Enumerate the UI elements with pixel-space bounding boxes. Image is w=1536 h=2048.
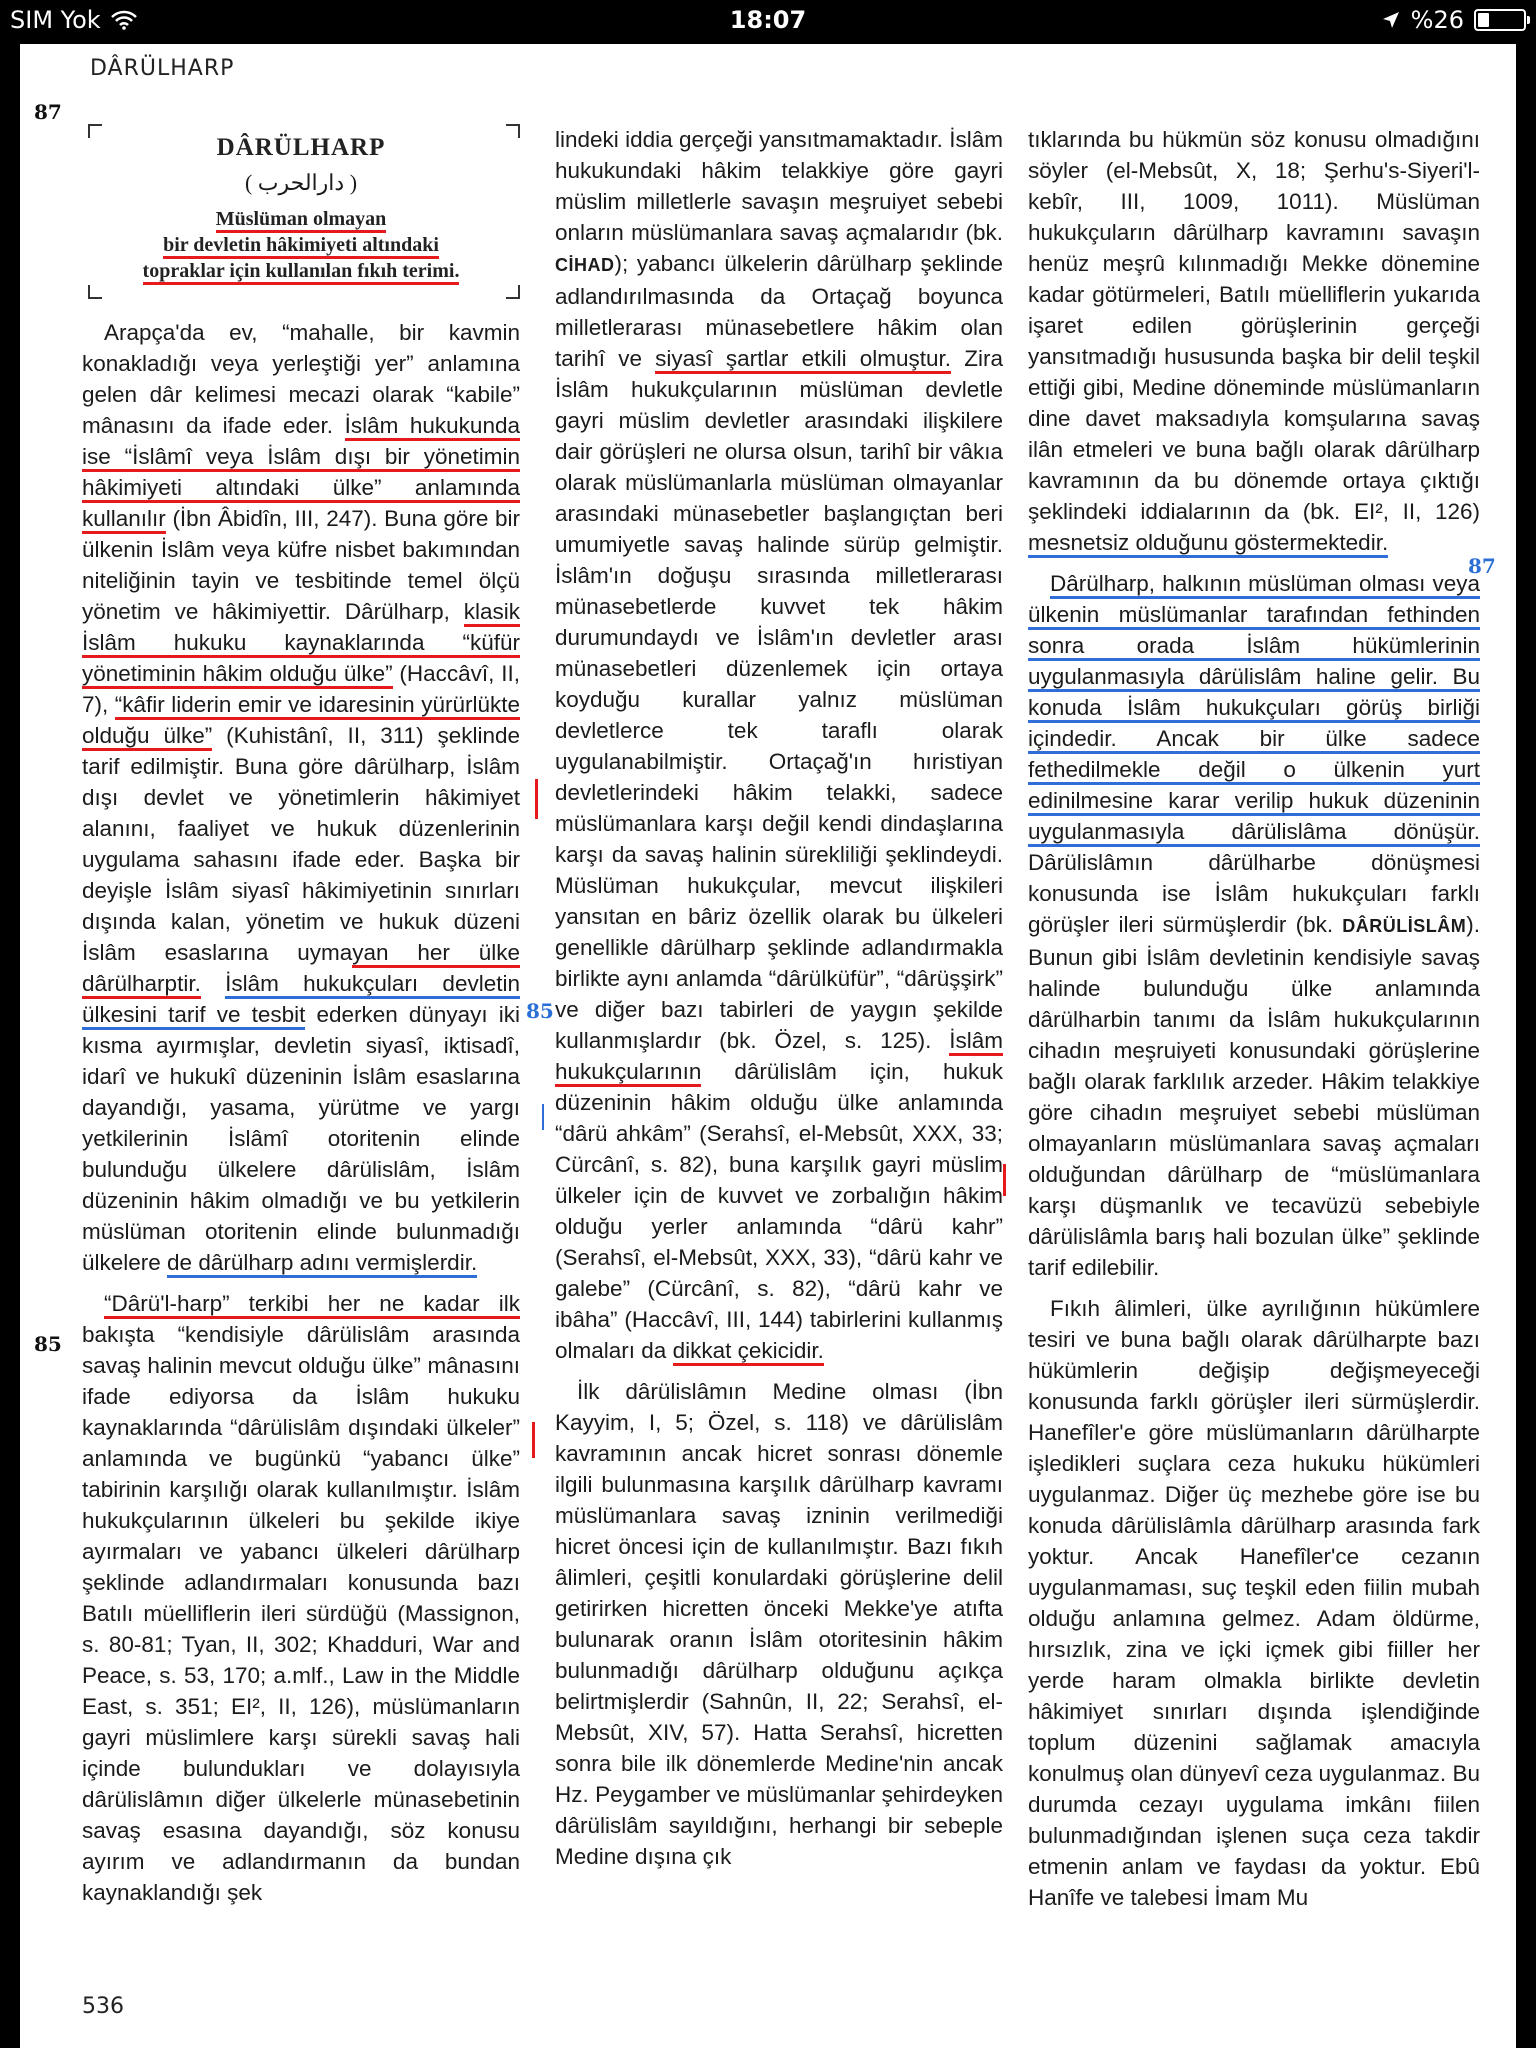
- annotation-mark: [542, 1104, 544, 1130]
- document-page[interactable]: [20, 44, 1516, 2048]
- entry-header: [82, 124, 520, 299]
- carrier-label: SIM Yok: [10, 6, 101, 34]
- column-3: [1028, 124, 1480, 1923]
- battery-percent: %26: [1410, 6, 1464, 34]
- margin-note: 87: [1468, 554, 1496, 578]
- battery-fill: [1478, 13, 1489, 27]
- page-number: 536: [82, 1994, 124, 2019]
- entry-arabic-title: ( دارالحرب ): [244, 170, 358, 195]
- paragraph: lindeki iddia gerçeği yansıtmamaktadır. İslâm hukukundaki hâkim telakkiye göre gayri müslim milletlerle savaşın meşruiyet sebebi onların müslümanlara savaş açmalarıdır (bk. CİHAD); yabancı ülkelerin dârülharp şeklinde adlandırılmasında da Ortaçağ boyunca milletlerarası münasebetlere hâkim olan tarihî ve siyasî şartlar etkili olmuştur. Zira İslâm hukukçularının müslüman devletle gayri müslim devletler arasındaki ilişkilere dair görüşleri ne olursa olsun, tarihî bir vâkıa olarak müslümanlarla müslüman olmayanlar arasındaki münasebetler başlangıçtan beri umumiyetle savaş halinde sürüp gelmiştir. İslâm'ın doğuşu sırasında milletlerarası münasebetlerde kuvvet tek hâkim durumundaydı ve İslâm'ın devletler arası münasebetleri düzenlemek için ortaya koyduğu kurallar yalnız müslüman devletlerce tek taraflı olarak uygulanabilmiştir. Ortaçağ'ın hıristiyan devletlerindeki hâkim telakki, sadece müslümanlara karşı değil kendi dindaşlarına karşı da savaş halinin sürekliliği şeklindeydi. Müslüman hukukçular, mevcut ilişkileri yansıtan en bâriz özellik olarak bu ülkeleri genellikle dârülharp şeklinde adlandırmakla birlikte aynı anlamda “dârülküfür”, “dârüşşirk” ve diğer bazı tabirleri de yaygın şekilde kullanmışlardır (bk. Özel, s. 125). İslâm hukukçularının dârülislâm için, hukuk düzeninin hâkim olduğu ülke anlamında “dârü ahkâm” (Serahsî, el-Mebsût, XXX, 33; Cürcânî, s. 82), buna karşılık gayri müslim ülkeler için de kuvvet ve zorbalığın hâkim olduğu yerler anlamında “dârü kahr” (Serahsî, el-Mebsût, XXX, 33), “dârü kahr ve galebe” (Cürcânî, s. 82), “dârü kahr ve ibâha” (Haccâvî, III, 144) tabirlerini kullanmış olmaları da dikkat çekicidir.: [555, 124, 1003, 1366]
- location-arrow-icon: [1381, 10, 1401, 30]
- entry-definition: Müslüman olmayan bir devletin hâkimiyeti altındaki topraklar için kullanılan fıkıh terimi.: [82, 206, 520, 284]
- annotation-mark: [535, 779, 538, 819]
- paragraph: “Dârü'l-harp” terkibi her ne kadar ilk bakışta “kendisiyle dârülislâm arasında savaş halinin mevcut olduğu ülke” mânasını ifade ediyorsa da İslâm hukuku kaynaklarında “dârülislâm dışındaki ülkeler” anlamında ve bugünkü “yabancı ülke” tabirinin karşılığı olarak kullanılmıştır. İslâm hukukçularının ülkeleri bu şekilde ikiye ayırmaları ve yabancı ülkeleri dârülharp şeklinde adlandırmaları konusunda bazı Batılı müelliflerin ileri sürdüğü (Massignon, s. 80-81; Tyan, II, 302; Khadduri, War and Peace, s. 53, 170; a.mlf., Law in the Middle East, s. 351; EI², II, 126), müslümanların gayri müslimlere karşı sürekli savaş hali içinde bulundukları ve dolayısıyla dârülislâmın diğer ülkelerle münasebetinin savaş esasına dayandığı, söz konusu ayırım ve adlandırmanın da bundan kaynaklandığı şek: [82, 1291, 520, 1905]
- annotation-mark: [532, 1422, 535, 1458]
- margin-note: 85: [526, 999, 554, 1023]
- margin-note: 87: [34, 100, 62, 124]
- battery-icon: [1474, 9, 1526, 31]
- column-1: [82, 124, 520, 1918]
- paragraph: tıklarında bu hükmün söz konusu olmadığını söyler (el-Mebsût, X, 18; Şerhu's-Siyeri'l-kebîr, III, 1009, 1011). Müslüman hukukçuların dârülharp kavramını savaşın henüz meşrû kılınmadığı Mekke dönemine kadar götürmeleri, Batılı müelliflerin yukarıda işaret edilen görüşlerinin gerçeği yansıtmadığı hususunda başka bir delil teşkil ettiği gibi, Medine döneminde müslümanların dine davet maksadıyla komşularına savaş ilân etmeleri ve buna bağlı olarak dârülharp kavramının da bu dönemde ortaya çıktığı şeklindeki iddialarının da (bk. EI², II, 126) mesnetsiz olduğunu göstermektedir.: [1028, 124, 1480, 558]
- column-2: [555, 124, 1003, 1882]
- paragraph: Dârülharp, halkının müslüman olması veya ülkenin müslümanlar tarafından fethinden sonra orada İslâm hükümlerinin uygulanmasıyla dârülislâm haline gelir. Bu konuda İslâm hukukçuları görüş birliği içindedir. Ancak bir ülke sadece fethedilmekle değil o ülkenin yurt edinilmesine karar verilip hukuk düzeninin uygulanmasıyla dârülislâma dönüşür. Dârülislâmın dârülharbe dönüşmesi konusunda ise İslâm hukukçuları farklı görüşler ileri sürmüşlerdir (bk. DÂRÜLİSLÂM). Bunun gibi İslâm devletinin kendisiyle savaş halinde bulunduğu ülke anlamında dârülharbin tanımı da İslâm hukukçularının cihadın meşruiyeti konusundaki görüşlerine bağlı olarak farklılık arzeder. Hâkim telakkiye göre cihadın meşruiyet sebebi müslüman olmayanların müslümanlara savaş açmaları olduğundan dârülharp de “müslümanlara karşı düşmanlık ve tecavüzü sebebiyle dârülislâmla barış hali bozulan ülke” şeklinde tarif edilebilir.: [1028, 571, 1480, 1280]
- running-head: DÂRÜLHARP: [90, 56, 235, 81]
- paragraph: Fıkıh âlimleri, ülke ayrılığının hükümlere tesiri ve buna bağlı olarak dârülharpte bazı hükümlerin değişip değişmeyeceği konusunda farklı görüşler ileri sürmüşlerdir. Hanefîler'e göre müslümanların dârülharpte işledikleri suçlara ceza hukuku hükümleri uygulanmaz. Diğer üç mezhebe göre ise bu konuda dârülislâmla dârülharp arasında fark yoktur. Ancak Hanefîler'ce cezanın uygulanmaması, suç teşkil eden fiilin mubah olduğu anlamına gelmez. Adam öldürme, hırsızlık, zina ve içki içmek gibi fiiller her yerde haram olmakla birlikte devletin hâkimiyet sınırları dışında işlendiğinde toplum düzenini sağlamak amacıyla konulmuş olan dünyevî ceza uygulanmaz. Bu durumda cezayı uygulama imkânı fiilen bulunmadığından işlenen suça ceza takdir etmenin anlam ve faydası da yoktur. Ebû Hanîfe ve talebesi İmam Mu: [1028, 1296, 1480, 1910]
- margin-note: 85: [34, 1332, 62, 1356]
- paragraph: İlk dârülislâmın Medine olması (İbn Kayyim, I, 5; Özel, s. 118) ve dârülislâm kavramının ancak hicret sonrası dönemle ilgili bulunmasına karşılık dârülharp kavramı müslümanlara savaş izninin verilmediği hicret öncesi için de kullanılmıştır. Bazı fıkıh âlimleri, çeşitli konulardaki görüşlerine delil getirirken hicretten önceki Mekke'ye atıfta bulunarak oranın İslâm otoritesinin hâkim bulunmadığı dârülharp olduğunu açıkça belirtmişlerdir (Sahnûn, II, 22; Serahsî, el-Mebsût, XIV, 57). Hatta Serahsî, hicretten sonra bile ilk dönemlerde Medine'nin ancak Hz. Peygamber ve müslümanlar şehirdeyken dârülislâm sayıldığını, herhangi bir sebeple Medine dışına çık: [555, 1379, 1003, 1869]
- annotation-mark: [1003, 1164, 1006, 1196]
- status-bar: [0, 0, 1536, 44]
- clock: 18:07: [729, 6, 807, 34]
- paragraph: Arapça'da ev, “mahalle, bir kavmin konakladığı veya yerleştiği yer” anlamına gelen dâr kelimesi mecazi olarak “kabile” mânasını da ifade eder. İslâm hukukunda ise “İslâmî veya İslâm dışı bir yönetimin hâkimiyeti altındaki ülke” anlamında kullanılır (İbn Âbidîn, III, 247). Buna göre bir ülkenin İslâm veya küfre nisbet bakımından niteliğinin tayin ve tesbitinde temel ölçü yönetim ve hâkimiyettir. Dârülharp, klasik İslâm hukuku kaynaklarında “küfür yönetiminin hâkim olduğu ülke” (Haccâvî, II, 7), “kâfir liderin emir ve idaresinin yürürlükte olduğu ülke” (Kuhistânî, II, 311) şeklinde tarif edilmiştir. Buna göre dârülharp, İslâm dışı devlet ve yönetimlerin hâkimiyet alanını, faaliyet ve hukuk düzenlerinin uygulama sahasını ifade eder. Başka bir deyişle İslâm siyasî hâkimiyetinin sınırları dışında kalan, yönetim ve hukuk düzeni İslâm esaslarına uymayan her ülke dârülharptir. İslâm hukukçuları devletin ülkesini tarif ve tesbit ederken dünyayı iki kısma ayırmışlar, devletin siyasî, iktisadî, idarî ve hukukî düzeninin İslâm esaslarına dayandığı, yasama, yürütme ve yargı yetkilerinin İslâmî otoritenin elinde bulunduğu ülkelere dârülislâm, İslâm düzeninin hâkim olmadığı ve bu yetkilerin müslüman otoritenin elinde bulunmadığı ülkelere de dârülharp adını vermişlerdir.: [82, 317, 520, 1278]
- entry-title: DÂRÜLHARP: [216, 134, 386, 161]
